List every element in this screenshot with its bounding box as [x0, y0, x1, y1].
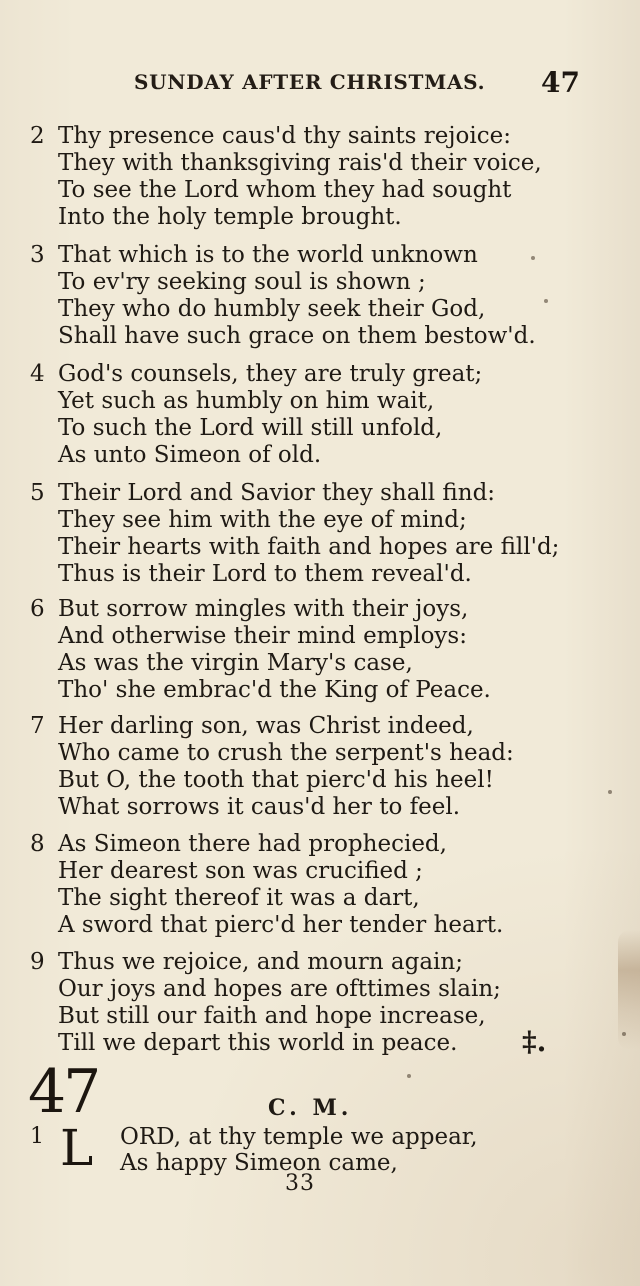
verse-line: A sword that pierc'd her tender heart.	[58, 912, 504, 938]
verse-number: 6	[30, 596, 45, 622]
end-mark: ‡.	[522, 1025, 547, 1058]
ink-blot	[608, 790, 612, 794]
verse-number: 4	[30, 361, 45, 387]
verse-line: They see him with the eye of mind;	[58, 507, 467, 533]
verse-line: As unto Simeon of old.	[58, 442, 322, 468]
hymn-verse-number: 1	[30, 1124, 44, 1149]
verse-number: 9	[30, 949, 45, 975]
verse-line: That which is to the world unknown	[58, 242, 478, 268]
verse-number: 5	[30, 480, 45, 506]
verse-number: 3	[30, 242, 45, 268]
verse-line: Thus we rejoice, and mourn again;	[58, 949, 463, 975]
verse-line: Who came to crush the serpent's head:	[58, 740, 514, 766]
verse-number: 8	[30, 831, 45, 857]
verse-line: Thus is their Lord to them reveal'd.	[58, 561, 472, 587]
meter: C. M.	[268, 1095, 353, 1121]
verse-number: 2	[30, 123, 45, 149]
verse-line: But sorrow mingles with their joys,	[58, 596, 469, 622]
verse-line: Tho' she embrac'd the King of Peace.	[58, 677, 491, 703]
verse-line: Our joys and hopes are ofttimes slain;	[58, 976, 501, 1002]
ink-blot	[407, 1074, 411, 1078]
verse-line: The sight thereof it was a dart,	[58, 885, 420, 911]
verse-number: 7	[30, 713, 45, 739]
hymn-line-2: As happy Simeon came,	[120, 1150, 398, 1176]
verse-line: God's counsels, they are truly great;	[58, 361, 483, 387]
hymn-line-1: ORD, at thy temple we appear,	[120, 1124, 478, 1150]
verse-line: What sorrows it caus'd her to feel.	[58, 794, 461, 820]
ink-blot	[622, 1032, 626, 1036]
signature-mark: 33	[285, 1171, 315, 1196]
verse-line: Thy presence caus'd thy saints rejoice:	[58, 123, 511, 149]
ink-blot	[544, 299, 548, 303]
verse-line: They with thanksgiving rais'd their voice,	[58, 150, 542, 176]
verse-line: To such the Lord will still unfold,	[58, 415, 443, 441]
page-number: 47	[541, 66, 580, 99]
drop-cap: L	[60, 1119, 94, 1177]
verse-line: Into the holy temple brought.	[58, 204, 402, 230]
verse-line: Her dearest son was crucified ;	[58, 858, 423, 884]
verse-line: Their hearts with faith and hopes are fill'd;	[58, 534, 560, 560]
verse-line: But O, the tooth that pierc'd his heel!	[58, 767, 494, 793]
verse-line: To ev'ry seeking soul is shown ;	[58, 269, 426, 295]
verse-line: To see the Lord whom they had sought	[58, 177, 512, 203]
verse-line: And otherwise their mind employs:	[58, 623, 467, 649]
verse-line: Till we depart this world in peace.	[58, 1030, 458, 1056]
verse-line: Yet such as humbly on him wait,	[58, 388, 435, 414]
verse-line: But still our faith and hope increase,	[58, 1003, 486, 1029]
verse-line: Shall have such grace on them bestow'd.	[58, 323, 536, 349]
verse-line: Her darling son, was Christ indeed,	[58, 713, 474, 739]
running-head: SUNDAY AFTER CHRISTMAS.	[134, 70, 486, 94]
verse-line: As was the virgin Mary's case,	[58, 650, 413, 676]
ink-blot	[531, 256, 535, 260]
verse-line: As Simeon there had prophecied,	[58, 831, 447, 857]
hymn-number: 47	[28, 1057, 99, 1127]
verse-line: They who do humbly seek their God,	[58, 296, 486, 322]
verse-line: Their Lord and Savior they shall find:	[58, 480, 496, 506]
